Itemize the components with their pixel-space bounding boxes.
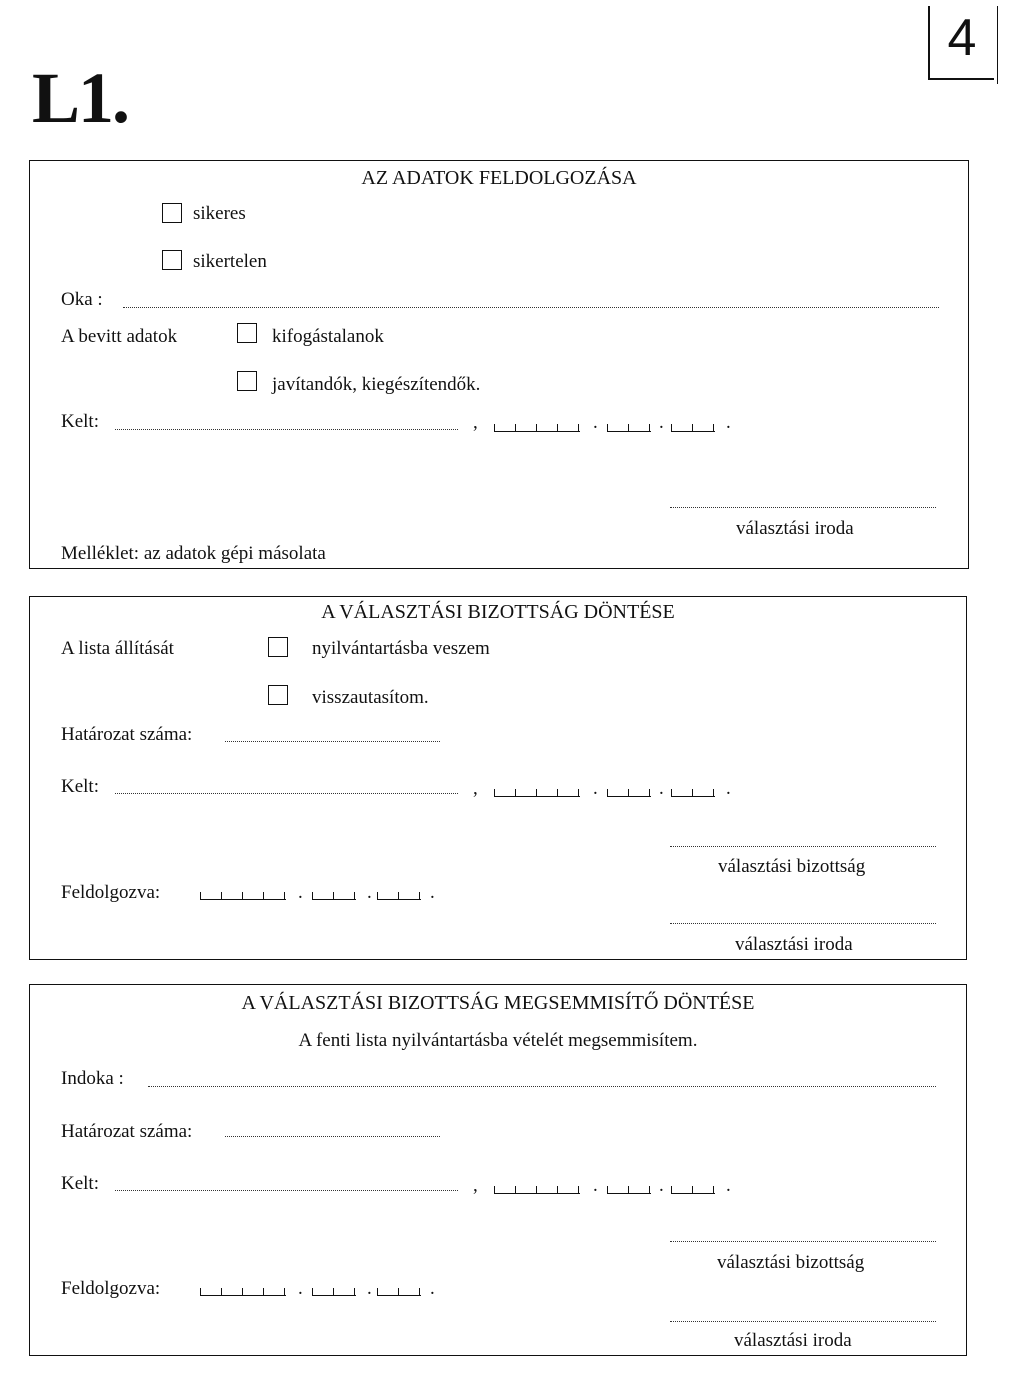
reason-label: Oka : <box>61 289 103 310</box>
section-subtitle: A fenti lista nyilvántartásba vételét megsemmisítem. <box>298 1030 698 1051</box>
date-label: Kelt: <box>61 411 99 432</box>
section-committee-decision: A VÁLASZTÁSI BIZOTTSÁG DÖNTÉSE A lista állítását nyilvántartásba veszem visszautasítom. Határozat száma: Kelt: , . . . választási bizottság Feldolgozva: . . . választási iroda <box>29 596 967 960</box>
date-year-slots[interactable] <box>494 1185 580 1194</box>
section-data-processing: AZ ADATOK FELDOLGOZÁSA sikeres sikertelen Oka : A bevitt adatok kifogástalanok javítandók, kiegészítendők. Kelt: , . . . választási iroda Melléklet: az adatok gépi másolata <box>29 160 969 569</box>
committee-signature-line[interactable] <box>670 846 936 847</box>
date-month-slots[interactable] <box>607 1185 651 1194</box>
date-place-line[interactable] <box>115 1190 458 1191</box>
option-reject-label: visszautasítom. <box>312 687 429 708</box>
date-month-slots[interactable] <box>607 423 651 432</box>
date-label: Kelt: <box>61 776 99 797</box>
date-month-slots[interactable] <box>607 788 651 797</box>
processed-year-slots[interactable] <box>200 1287 286 1296</box>
processed-day-slots[interactable] <box>377 1287 421 1296</box>
resolution-label: Határozat száma: <box>61 724 193 745</box>
page-number-box <box>928 6 994 80</box>
entered-data-label: A bevitt adatok <box>61 326 178 347</box>
resolution-line[interactable] <box>225 741 440 742</box>
checkbox-fail[interactable] <box>162 250 182 270</box>
form-code: L1. <box>32 58 129 138</box>
reason-line[interactable] <box>148 1086 936 1087</box>
checkbox-to-correct[interactable] <box>237 371 257 391</box>
office-signature-line[interactable] <box>670 923 936 924</box>
committee-signature-line[interactable] <box>670 1241 936 1242</box>
date-day-slots[interactable] <box>671 1185 715 1194</box>
processed-month-slots[interactable] <box>312 1287 356 1296</box>
processed-day-slots[interactable] <box>377 891 421 900</box>
checkbox-reject[interactable] <box>268 685 288 705</box>
date-day-slots[interactable] <box>671 423 715 432</box>
checkbox-faultless[interactable] <box>237 323 257 343</box>
checkbox-success[interactable] <box>162 203 182 223</box>
signer-office: választási iroda <box>736 518 854 539</box>
signature-line[interactable] <box>670 507 936 508</box>
date-place-line[interactable] <box>115 429 458 430</box>
date-year-slots[interactable] <box>494 788 580 797</box>
processed-year-slots[interactable] <box>200 891 286 900</box>
checkbox-register[interactable] <box>268 637 288 657</box>
page-number: 4 <box>947 9 977 67</box>
signer-office: választási iroda <box>735 934 853 955</box>
section-title: AZ ADATOK FELDOLGOZÁSA <box>361 167 637 189</box>
processed-label: Feldolgozva: <box>61 882 161 903</box>
resolution-line[interactable] <box>225 1136 440 1137</box>
processed-month-slots[interactable] <box>312 891 356 900</box>
list-label: A lista állítását <box>61 638 174 659</box>
date-place-line[interactable] <box>115 793 458 794</box>
signer-committee: választási bizottság <box>718 856 866 877</box>
date-day-slots[interactable] <box>671 788 715 797</box>
reason-label: Indoka : <box>61 1068 124 1089</box>
section-annulment-decision: A VÁLASZTÁSI BIZOTTSÁG MEGSEMMISÍTŐ DÖNTÉSE A fenti lista nyilvántartásba vételét megsemmisítem. Indoka : Határozat száma: Kelt: , . . . választási bizottság Feldolgozva: . . . választási iroda <box>29 984 967 1356</box>
signer-office: választási iroda <box>734 1330 852 1351</box>
office-signature-line[interactable] <box>670 1321 936 1322</box>
reason-line[interactable] <box>123 307 939 308</box>
attachment-note: Melléklet: az adatok gépi másolata <box>61 543 326 564</box>
date-year-slots[interactable] <box>494 423 580 432</box>
signer-committee: választási bizottság <box>717 1252 865 1273</box>
processed-label: Feldolgozva: <box>61 1278 161 1299</box>
option-fail-label: sikertelen <box>193 251 267 272</box>
section-title: A VÁLASZTÁSI BIZOTTSÁG MEGSEMMISÍTŐ DÖNTÉSE <box>241 992 755 1014</box>
resolution-label: Határozat száma: <box>61 1121 193 1142</box>
option-to-correct-label: javítandók, kiegészítendők. <box>272 374 481 395</box>
option-success-label: sikeres <box>193 203 246 224</box>
date-label: Kelt: <box>61 1173 99 1194</box>
option-faultless-label: kifogástalanok <box>272 326 384 347</box>
option-register-label: nyilvántartásba veszem <box>312 638 490 659</box>
section-title: A VÁLASZTÁSI BIZOTTSÁG DÖNTÉSE <box>321 601 675 623</box>
